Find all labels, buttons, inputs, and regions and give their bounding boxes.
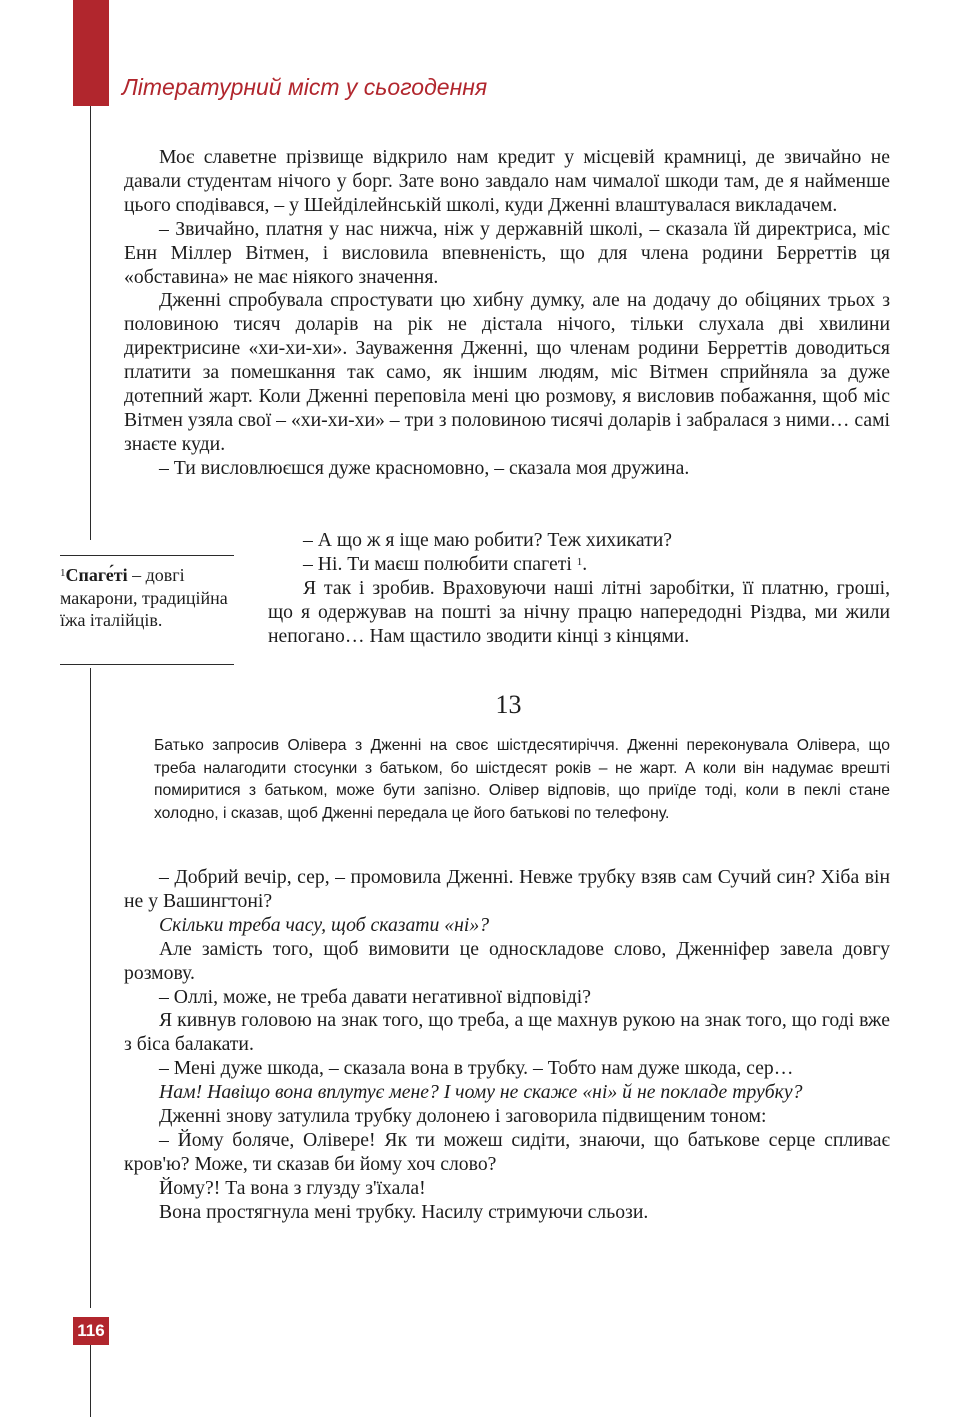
paragraph: Але замість того, щоб вимовити це односкладове слово, Дженніфер завела довгу розмову. [124, 937, 890, 984]
paragraph: Я так і зробив. Враховуючи наші літні заробітки, її платню, гроші, що я одержував на пошті за нічну працю напередодні Різдва, ми жили непогано… Нам щастило зводити кінці з кінцями. [268, 576, 890, 647]
footnote-term: Спаге́ті [65, 565, 128, 585]
text-block-2 [268, 529, 890, 649]
margin-rule [90, 106, 91, 540]
margin-rule [90, 668, 91, 1308]
footnote [60, 564, 240, 632]
paragraph: Вона простягнула мені трубку. Насилу стримуючи сльози. [159, 1200, 649, 1223]
paragraph: – Оллі, може, не треба давати негативної відповіді? [159, 985, 591, 1008]
paragraph: Я кивнув головою на знак того, що треба, а ще махнув рукою на знак того, що годі вже з біса балакати. [124, 1009, 890, 1056]
paragraph-italic: Нам! Навіщо вона вплутує мене? І чому не скаже «ні» й не покладе трубку? [159, 1081, 803, 1104]
footnote-marker: 1 [60, 567, 66, 579]
paragraph: – Мені дуже шкода, – сказала вона в трубку. – Тобто нам дуже шкода, сер… [159, 1057, 794, 1080]
chapter-summary: Батько запросив Олівера з Дженні на своє шістдесятиріччя. Дженні переконувала Олівера, що треба налагодити стосунки з батьком, бо шістдесят років – не жарт. А коли він надумає врешті помиритися з батьком, може бути запізно. Олівер відповів, що приїде тоді, коли в пеклі стане холодно, і сказав, щоб Дженні передала це його батькові по телефону. [154, 737, 890, 822]
section-title: Літературний міст у сьогодення [122, 74, 488, 100]
paragraph: Дженні знову затулила трубку долонею і заговорила підвищеним тоном: [159, 1105, 767, 1128]
text-block-1 [124, 146, 890, 481]
paragraph-end: . [582, 552, 588, 575]
margin-rule [90, 1345, 91, 1417]
footnote-definition: – довгі макарони, традиційна їжа італійців. [60, 565, 228, 630]
paragraph: Дженні спробувала спростувати цю хибну думку, але на додачу до обіцяних трьох з половиною тисяч доларів на рік не дістала нічого, тільки слухала дві хвилини директрисине «хи-хи-хи». Зауваження Дженні, що членам родини Берреттів доводиться платити за помешкання так само, як іншим людям, міс Вітмен сприйняла за дуже дотепний жарт. Коли Дженні переповіла мені цю розмову, я висловив побажання, щоб міс Вітмен узяла свої – «хи-хи-хи» – три з половиною тисячі доларів і забралася з ними… самі знаєте куди. [124, 289, 890, 455]
paragraph-text: – Ні. Ти маєш полюбити спагеті [303, 552, 572, 575]
paragraph: – А що ж я іще маю робити? Теж хихикати? [303, 529, 673, 551]
paragraph: – Звичайно, платня у нас нижча, ніж у державній школі, – сказала їй директриса, міс Енн Міллер Вітмен, і висловила впевненість, що для члена родини Берреттів ця «обставина» не має ніякого значення. [124, 217, 890, 288]
paragraph: – Ти висловлюєшся дуже красномовно, – сказала моя дружина. [159, 456, 690, 479]
header-accent-bar [73, 0, 109, 106]
paragraph [268, 553, 890, 577]
paragraph: – Добрий вечір, сер, – промовила Дженні. Невже трубку взяв сам Сучий син? Хіба він не у Вашингтоні? [124, 866, 890, 912]
footnote-rule [60, 555, 234, 556]
chapter-number: 13 [495, 690, 522, 719]
paragraph: – Йому боляче, Олівере! Як ти можеш сидіти, знаючи, що батькове серце спливає кров'ю? Може, ти сказав би йому хоч слово? [124, 1128, 890, 1175]
page-number: 116 [73, 1317, 109, 1345]
footnote-rule [60, 664, 234, 665]
paragraph: Моє славетне прізвище відкрило нам кредит у місцевій крамниці, де звичайно не давали студентам нічого у борг. Зате воно завдало нам чималої шкоди там, де я найменше цього сподівався, – у Шейділейнській школі, куди Дженні влаштувалася викладачем. [124, 146, 890, 216]
footnote-ref[interactable]: 1 [576, 555, 583, 568]
paragraph: Йому?! Та вона з глузду з'їхала! [159, 1176, 426, 1199]
paragraph-italic: Скільки треба часу, щоб сказати «ні»? [159, 913, 490, 936]
text-block-3 [124, 866, 890, 1225]
